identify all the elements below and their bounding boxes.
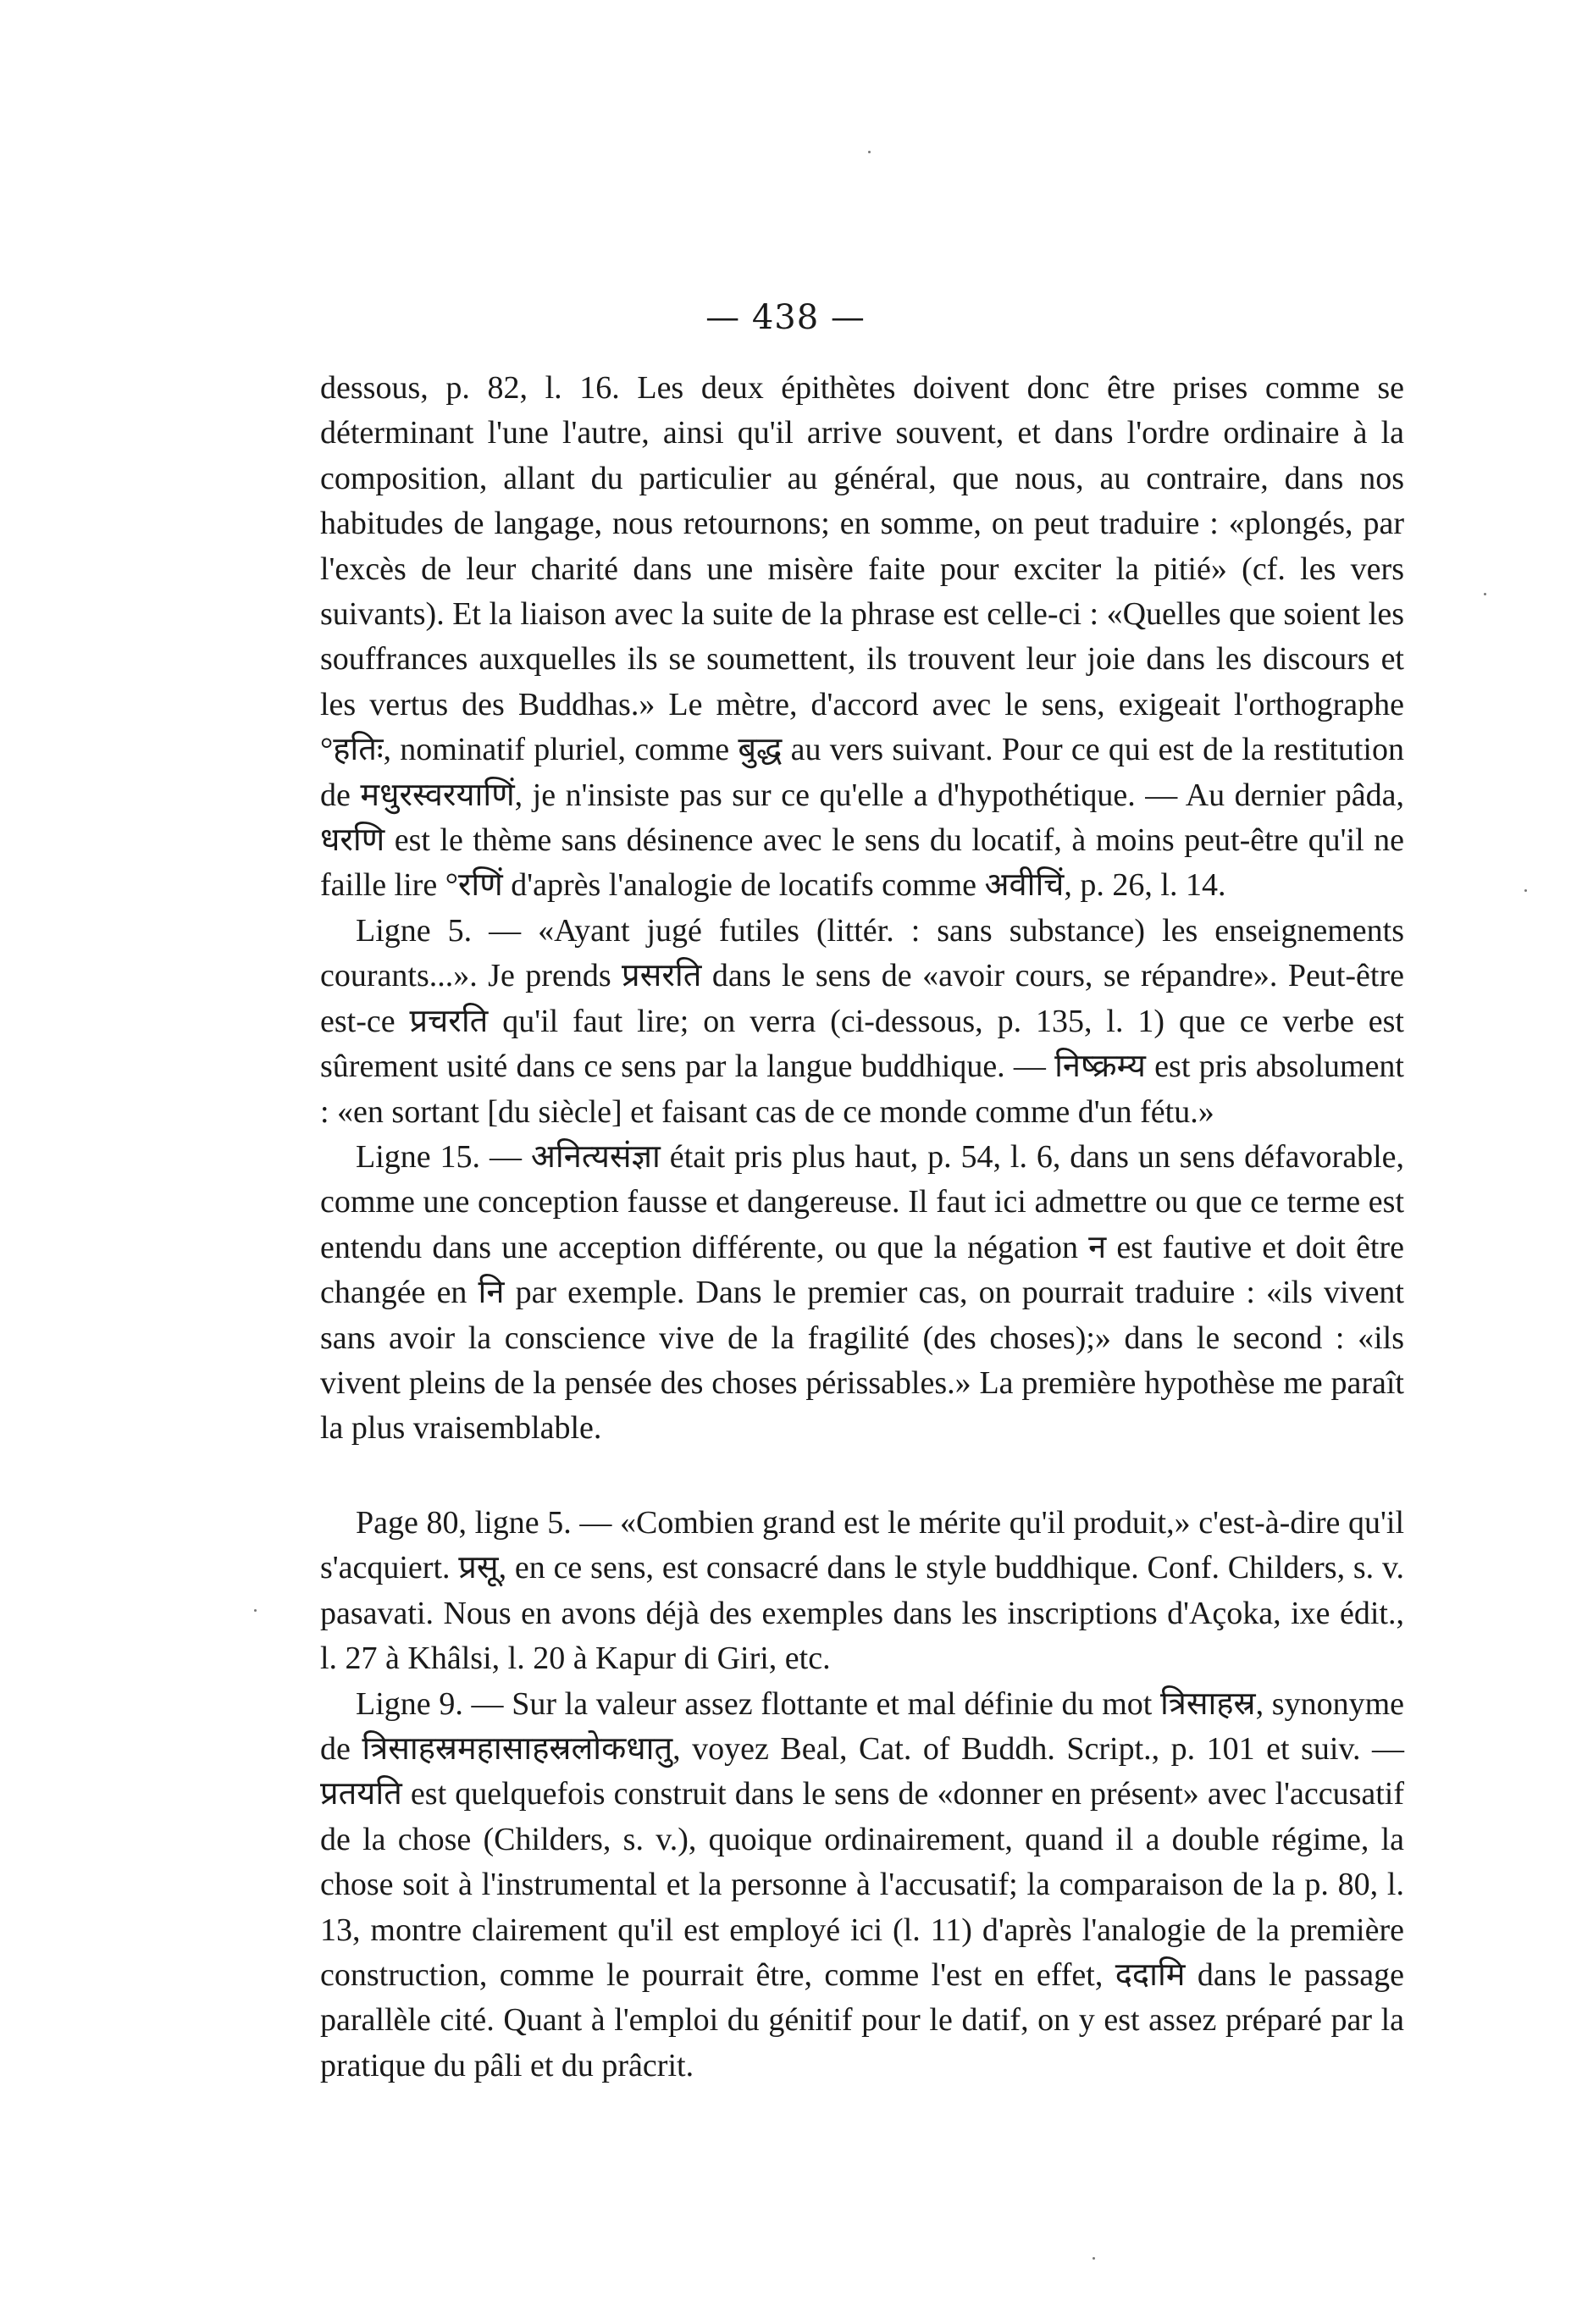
scan-speck [1484,593,1486,595]
scan-speck [868,151,871,153]
page-number: — 438 — [705,298,866,337]
paragraph: dessous, p. 82, l. 16. Les deux épithètes doivent donc être prises comme se déterminant l'une l'autre, ainsi qu'il arrive souvent, et dans l'ordre ordinaire à la composition, allant du particulier au général, que nous, au contraire, dans nos habitudes de langage, nous retournons; en somme, on peut traduire : «plongés, par l'excès de leur charité dans une misère faite pour exciter la pitié» (cf. les vers suivants). Et la liaison avec la suite de la phrase est celle-ci : «Quelles que soient les souffrances auxquelles ils se soumettent, ils trouvent leur joie dans les discours et les vertus des Buddhas.» Le mètre, d'accord avec le sens, exigeait l'orthographe °हतिः, nominatif pluriel, comme बुद्ध au vers suivant. Pour ce qui est de la restitution de मधुरस्वरयाणिं, je n'insiste pas sur ce qu'elle a d'hypothétique. — Au dernier pâda, धरणि est le thème sans désinence avec le sens du locatif, à moins peut-être qu'il ne faille lire °रणिं d'après l'analogie de locatifs comme अवीचिं, p. 26, l. 14. [320,370,1404,904]
text-block-lower [320,1501,1404,2089]
text-block-upper [320,366,1404,1452]
paragraph: Ligne 9. — Sur la valeur assez flottante et mal définie du mot त्रिसाहस्र, synonyme de त्रिसाहस्रमहासाहस्रलोकधातु, voyez Beal, Cat. of Buddh. Script., p. 101 et suiv. — प्रतयति est quelquefois construit dans le sens de «donner en présent» avec l'accusatif de la chose (Childers, s. v.), quoique ordinairement, quand il a double régime, la chose soit à l'instrumental et la personne à l'accusatif; la comparaison de la p. 80, l. 13, montre clairement qu'il est employé ici (l. 11) d'après l'analogie de la première construction, comme le pourrait être, comme l'est en effet, ददामि dans le passage parallèle cité. Quant à l'emploi du génitif pour le datif, on y est assez préparé par la pratique du pâli et du prâcrit. [320,1685,1404,2083]
scan-speck [1524,889,1527,892]
scan-speck [254,1609,257,1612]
scan-speck [1093,2257,1095,2260]
paragraph: Ligne 15. — अनित्यसंज्ञा était pris plus haut, p. 54, l. 6, dans un sens défavorable, comme une conception fausse et dangereuse. Il faut ici admettre ou que ce terme est entendu dans une acception différente, ou que la négation न est fautive et doit être changée en नि par exemple. Dans le premier cas, on pourrait traduire : «ils vivent sans avoir la conscience vive de la fragilité (des choses);» dans le second : «ils vivent pleins de la pensée des choses périssables.» La première hypothèse me paraît la plus vraisemblable. [320,1138,1404,1447]
paragraph: Ligne 5. — «Ayant jugé futiles (littér. : sans substance) les enseignements courants...». Je prends प्रसरति dans le sens de «avoir cours, se répandre». Peut-être est-ce प्रचरति qu'il faut lire; on verra (ci-dessous, p. 135, l. 1) que ce verbe est sûrement usité dans ce sens par la langue buddhique. — निष्क्रम्य est pris absolument : «en sortant [du siècle] et faisant cas de ce monde comme d'un fétu.» [320,912,1404,1130]
paragraph: Page 80, ligne 5. — «Combien grand est le mérite qu'il produit,» c'est-à-dire qu'il s'acquiert. प्रसू, en ce sens, est consacré dans le style buddhique. Conf. Childers, s. v. pasavati. Nous en avons déjà des exemples dans les inscriptions d'Açoka, ixe édit., l. 27 à Khâlsi, l. 20 à Kapur di Giri, etc. [320,1505,1404,1677]
